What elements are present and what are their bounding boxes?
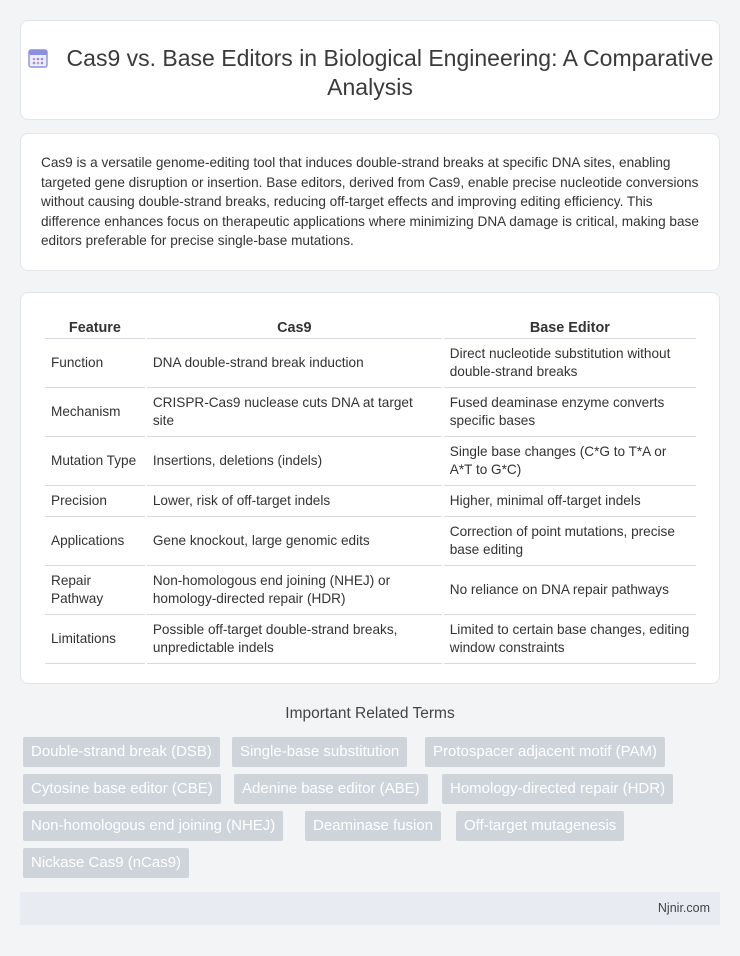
term-tag[interactable]: Deaminase fusion (305, 811, 441, 841)
row-feature: Mechanism (45, 388, 145, 437)
row-feature: Repair Pathway (45, 566, 145, 615)
row-feature: Function (45, 339, 145, 388)
row-cas9: DNA double-strand break induction (147, 339, 442, 388)
row-feature: Applications (45, 517, 145, 566)
row-cas9: Non-homologous end joining (NHEJ) or homology-directed repair (HDR) (147, 566, 442, 615)
table-row (45, 339, 696, 388)
row-base-editor: Limited to certain base changes, editing window constraints (444, 615, 696, 664)
term-tag[interactable]: Single-base substitution (232, 737, 407, 767)
term-tag[interactable]: Homology-directed repair (HDR) (442, 774, 673, 804)
footer-site-link[interactable]: Njnir.com (657, 901, 710, 915)
summary-text: Cas9 is a versatile genome-editing tool that induces double-strand breaks at specific DNA sites, enabling targeted gene disruption or insertion. Base editors, derived from Cas9, enable precise nucleotide conversions without causing double-strand breaks, reducing off-target effects and improving editing efficiency. This difference enhances focus on therapeutic applications where minimizing DNA damage is critical, making base editors preferable for precise single-base mutations. (41, 155, 699, 249)
table-row (45, 517, 696, 566)
term-tag[interactable]: Nickase Cas9 (nCas9) (23, 848, 189, 878)
row-feature: Limitations (45, 615, 145, 664)
row-cas9: Gene knockout, large genomic edits (147, 517, 442, 566)
header-base-editor: Base Editor (444, 315, 696, 339)
table-row (45, 437, 696, 486)
row-base-editor: Single base changes (C*G to T*A or A*T to G*C) (444, 437, 696, 486)
row-base-editor: Direct nucleotide substitution without double-strand breaks (444, 339, 696, 388)
term-tag[interactable]: Adenine base editor (ABE) (234, 774, 428, 804)
row-feature: Mutation Type (45, 437, 145, 486)
calendar-icon (27, 47, 49, 69)
term-tag[interactable]: Double-strand break (DSB) (23, 737, 220, 767)
footer (20, 892, 720, 925)
header-feature: Feature (45, 315, 145, 339)
row-cas9: Insertions, deletions (indels) (147, 437, 442, 486)
row-base-editor: Fused deaminase enzyme converts specific bases (444, 388, 696, 437)
term-tag[interactable]: Off-target mutagenesis (456, 811, 624, 841)
term-tag[interactable]: Protospacer adjacent motif (PAM) (425, 737, 665, 767)
row-cas9: Possible off-target double-strand breaks, unpredictable indels (147, 615, 442, 664)
table-header-row (45, 315, 696, 339)
related-terms-heading: Important Related Terms (285, 705, 455, 722)
header-cas9: Cas9 (147, 315, 442, 339)
page-title-text: Cas9 vs. Base Editors in Biological Engineering: A Comparative Analysis (66, 45, 714, 100)
row-base-editor: Higher, minimal off-target indels (444, 486, 696, 517)
table-row (45, 388, 696, 437)
term-tag[interactable]: Non-homologous end joining (NHEJ) (23, 811, 283, 841)
comparison-table-card (20, 292, 720, 684)
row-base-editor: Correction of point mutations, precise base editing (444, 517, 696, 566)
summary-card (20, 133, 720, 271)
table-row (45, 615, 696, 664)
row-feature: Precision (45, 486, 145, 517)
comparison-table (43, 315, 698, 664)
table-row (45, 486, 696, 517)
title-card (20, 20, 720, 120)
row-cas9: CRISPR-Cas9 nuclease cuts DNA at target site (147, 388, 442, 437)
row-cas9: Lower, risk of off-target indels (147, 486, 442, 517)
row-base-editor: No reliance on DNA repair pathways (444, 566, 696, 615)
table-row (45, 566, 696, 615)
term-tag[interactable]: Cytosine base editor (CBE) (23, 774, 221, 804)
page-title (21, 44, 719, 102)
